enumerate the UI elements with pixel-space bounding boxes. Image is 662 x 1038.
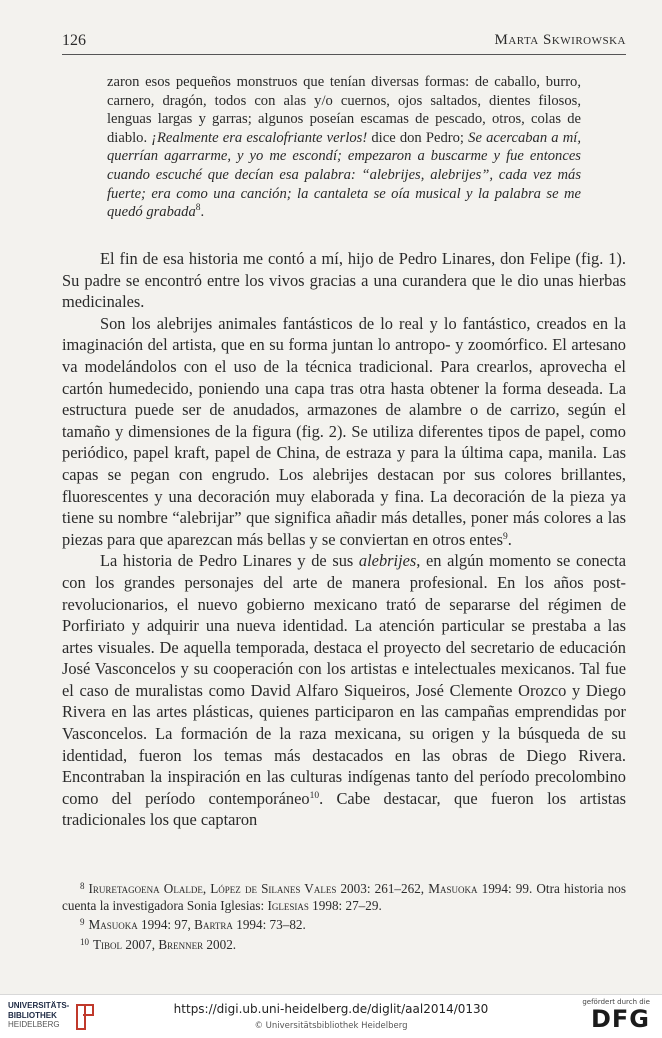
paragraph: El fin de esa historia me contó a mí, hijo de Pedro Linares, don Felipe (fig. 1). Su padre se encontró entre los vivos gracias a una curandera que le dio unas hierbas medicinales. [62, 249, 626, 312]
footnote-number: 9 [80, 917, 85, 928]
paragraph-text: . [507, 529, 512, 549]
header-rule [62, 54, 626, 55]
citation: Masuoka [88, 917, 138, 933]
footnote-text: 2007, [122, 936, 159, 952]
block-quote [107, 73, 581, 222]
citation: Brenner [158, 936, 204, 952]
permalink-url[interactable]: https://digi.ub.uni-heidelberg.de/diglit/aal2014/0130 [173, 1002, 489, 1016]
paragraph [62, 313, 626, 551]
paragraph-text: Son los alebrijes animales fantásticos de lo real y lo fantástico, creados en la imaginación del artista, que en su forma juntan lo antropo- y zoomórfico. El artesano va modelándolos con el uso de la técnica tradicional. Para crearlos, aprovecha el cartón humedecido, poniendo una capa tras otra hasta obtener la forma deseada. La estructura puede ser de anudados, armazones de alambre o de carrizo, según el tamaño y dimensiones de la figura (fig. 2). Se utiliza diferentes tipos de papel, como periódico, papel kraft, papel de China, de estraza y para la última capa, manila. Las capas se pegan con engrudo. Los alebrijes destacan por sus colores brillantes, fluorescentes y una decoración muy elaborada y fina. La decoración de la pieza ya tiene su nombre “alebrijar” que significa añadir más detalles, poner más colores a las piezas para que aparezcan más bellas y se conviertan en otros entes [62, 313, 626, 549]
citation: Masuoka [428, 881, 478, 896]
footnote-text: 1994: 73–82. [232, 917, 306, 933]
footnote-10 [62, 934, 626, 953]
footnote-ref[interactable]: 8 [195, 203, 201, 214]
footnote-text: 1994: 97, [137, 917, 195, 933]
page-header [62, 30, 626, 54]
quote-text: . [200, 204, 205, 221]
footnote-9 [62, 914, 626, 933]
footnote-text: 1994: 99. Otra historia nos cuenta la investigadora Sonia Iglesias: [62, 881, 626, 914]
footnote-number: 10 [80, 936, 89, 947]
italic-term: alebrijes [358, 551, 417, 571]
paragraph-text: . Cabe destacar, que fueron los artistas tradicionales los que captaron [62, 788, 626, 830]
footnote-ref[interactable]: 9 [502, 531, 508, 542]
paragraph-text: , en algún momento se conecta con los grandes personajes del arte de manera profesional. En los años post-revolucionarios, el nuevo gobierno mexicano trató de separarse del régimen de Porfiriato y adquirir una nueva identidad. La atención particular se prestaba a las artes visuales. De aquella temporada, destaca el proyecto del secretario de educación José Vasconcelos y su cooperación con los artistas e intelectuales mexicanos. Tal fue el caso de muralistas como David Alfaro Siqueiros, José Clemente Orozco y Diego Rivera en las artes plásticas, quienes participaron en las campañas emprendidas por Vasconcelos. La formación de la raza mexicana, su origen y la búsqueda de su identidad, fueron los temas más destacados en las obras de Diego Rivera. Encontraban la inspiración en las culturas indígenas tanto del período precolombino como del período contemporáneo [62, 551, 626, 808]
library-name-line: BIBLIOTHEK [8, 1010, 57, 1020]
footnote-8 [62, 878, 626, 914]
footnote-text: 1998: 27–29. [308, 898, 382, 914]
body-text [62, 248, 626, 831]
footnotes [62, 878, 626, 953]
viewer-footer [0, 994, 662, 1038]
quote-italic: Se acercaban a mí, querrían agarrarme, y yo me escondí; empezaron a buscarme y fue entonces cuando escuché que decían esa palabra: “alebrijes, alebrijes”, cada vez más fuerte; era como una canción; la cantaleta se oía musical y la palabra se me quedó grabada [107, 129, 581, 221]
library-name-line: HEIDELBERG [8, 1020, 60, 1029]
citation: Iruretagoena Olalde, López de Silanes Vales [88, 881, 337, 896]
citation: Bartra [194, 917, 233, 933]
footnote-text: 2003: 261–262, [336, 881, 429, 896]
running-head: Marta Skwirowska [494, 32, 626, 48]
citation: Iglesias [267, 898, 309, 914]
footnote-number: 8 [80, 881, 85, 891]
footnote-ref[interactable]: 10 [309, 790, 320, 801]
quote-italic: ¡Realmente era escalofriante verlos! [151, 129, 368, 146]
quote-text: dice don Pedro; [367, 129, 469, 146]
funding-label: gefördert durch die [582, 998, 650, 1006]
footnote-text: 2002. [203, 936, 237, 952]
dfg-logo[interactable]: DFG [590, 1005, 650, 1033]
citation: Tibol [93, 936, 123, 952]
paragraph-text: La historia de Pedro Linares y de sus [100, 551, 359, 571]
quote-text: zaron esos pequeños monstruos que tenían diversas formas: de caballo, burro, carnero, dragón, todos con alas y/o cuernos, ojos saltados, dientes filosos, lenguas largas y garras; algunos poseían escamas de pescado, otros, colas de diablo. [107, 74, 581, 146]
page-number: 126 [62, 32, 86, 49]
paragraph [62, 550, 626, 831]
copyright-notice: © Universitätsbibliothek Heidelberg [254, 1021, 408, 1031]
library-name-line: UNIVERSITÄTS- [8, 1001, 70, 1010]
